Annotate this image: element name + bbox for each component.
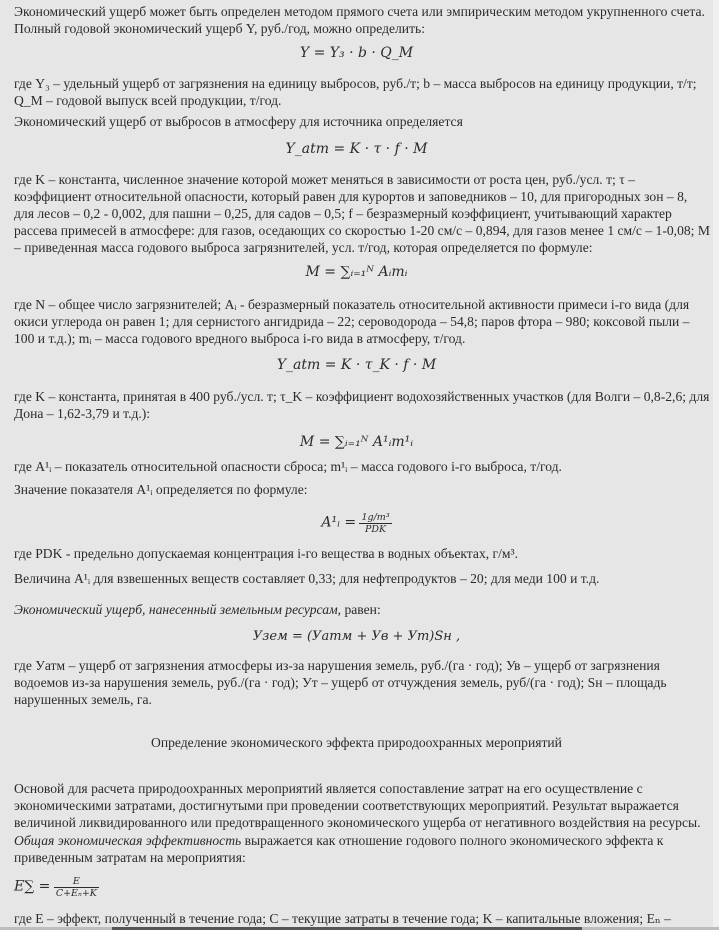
formula-efficiency-lhs: E∑ = bbox=[14, 878, 51, 895]
paragraph-land-damage: Экономический ущерб, нанесенный земельным ресурсам, равен: bbox=[14, 602, 381, 617]
formula-efficiency-numerator: E bbox=[54, 876, 99, 888]
paragraph-pdk: где PDK - предельно допускаемая концентрация i-го вещества в водных объектах, г/м³. bbox=[14, 546, 518, 561]
paragraph-where-e: где E – эффект, полученный в течение года; C – текущие затраты в течение года; K – капитальные вложения; Eₙ – bbox=[14, 911, 671, 926]
paragraph-where-a1i: где A¹ᵢ – показатель относительной опасности сброса; m¹ᵢ – масса годового i-го выброса, т/год. bbox=[14, 459, 562, 474]
formula-total-damage: Y = Y₃ · b · Q_M bbox=[299, 45, 414, 61]
formula-efficiency-fraction bbox=[54, 876, 99, 899]
paragraph-where-k: где K – константа, численное значение которой может меняться в зависимости от роста цен, руб./усл. т; τ – коэффициент относительной опасности, который равен для курортов и заповедников – 10, для пригородных зон – 8, для лесов – 0,2 - 0,002, для пашни – 0,25, для садов – 0,5; f – безразмерный коэффициент, учитывающий характер рассева примесей в атмосфере: для газов, оседающих со скоростью 1-20 см/с – 0,894, для газов менее 1 см/с – 1-0,08; M – приведенная масса годового выброса загрязнителей, усл. т/год, которая определяется по формуле: bbox=[14, 172, 710, 255]
paragraph-intro: Экономический ущерб может быть определен методом прямого счета или эмпирическим методом укрупненного счета. bbox=[14, 4, 705, 19]
formula-efficiency bbox=[14, 876, 99, 899]
land-damage-term: Экономический ущерб, нанесенный земельным ресурсам, bbox=[14, 602, 342, 617]
vertical-scrollbar[interactable] bbox=[713, 0, 719, 930]
paragraph-basis: Основой для расчета природоохранных мероприятий является сопоставление затрат на его осуществление с экономическими затратами, достигнутыми при проведении соответствующих мероприятий. Результат выражается величиной ликвидированного или предотвращенного экономического ущерба от негативного воздействия на ресурсы. bbox=[14, 781, 701, 830]
paragraph-atmosphere: Экономический ущерб от выбросов в атмосферу для источника определяется bbox=[14, 114, 463, 129]
paragraph-a1i-magnitude: Величина A¹ᵢ для взвешенных веществ составляет 0,33; для нефтепродуктов – 20; для меди 100 и т.д. bbox=[14, 571, 600, 586]
paragraph-general-efficiency: Общая экономическая эффективность выражается как отношение годового полного экономического эффекта к приведенным затратам на мероприятия: bbox=[14, 833, 664, 865]
formula-land-damage: Узем = (Уатм + Ув + Ут)Sн , bbox=[252, 629, 461, 644]
formula-a1i-numerator: 1g/m³ bbox=[361, 512, 390, 523]
formula-atm-damage: Y_atm = K · τ · f · M bbox=[285, 141, 428, 157]
section-heading: Определение экономического эффекта природоохранных мероприятий bbox=[151, 735, 562, 750]
formula-water-damage: Y_atm = K · τ_K · f · M bbox=[276, 357, 437, 373]
formula-a1i bbox=[0, 512, 713, 535]
paragraph-where-qm: Q_M – годовой выпуск всей продукции, т/год. bbox=[14, 93, 282, 108]
formula-efficiency-denominator: C+Eₙ+K bbox=[55, 888, 97, 899]
formula-a1i-lhs: A¹ᵢ = bbox=[321, 514, 357, 531]
formula-reduced-mass: M = ∑ᵢ₌₁ᴺ Aᵢmᵢ bbox=[305, 264, 408, 280]
formula-mass-water: M = ∑ᵢ₌₁ᴺ A¹ᵢm¹ᵢ bbox=[299, 434, 414, 450]
general-efficiency-term: Общая экономическая эффективность bbox=[14, 833, 242, 848]
formula-a1i-denominator: PDK bbox=[365, 524, 387, 535]
paragraph-where-uatm: где Уатм – ущерб от загрязнения атмосферы из-за нарушения земель, руб./(га · год); Ув – ущерб от загрязнения водоемов из-за нарушения земель, руб./(га · год); Ут – ущерб от отчуждения земель, руб/(га · год); Sн – площадь нарушенных земель, га. bbox=[14, 658, 667, 707]
paragraph-full-damage: Полный годовой экономический ущерб Y, руб./год, можно определить: bbox=[14, 21, 426, 36]
formula-a1i-fraction bbox=[359, 512, 391, 535]
paragraph-where-n: где N – общее число загрязнителей; Aᵢ - безразмерный показатель относительной активности примеси i-го вида (для окиси углерода он равен 1; для сернистого ангидрида – 22; сероводорода – 54,8; паров фтора – 980; коксовой пыли – 100 и т.д.); mᵢ – масса годового вредного выброса i-го вида в атмосферу, т/год. bbox=[14, 297, 690, 346]
paragraph-where-k-400: где K – константа, принятая в 400 руб./усл. т; τ_K – коэффициент водохозяйственных участков (для Волги – 0,8-2,6; для Дона – 1,62-3,79 и т.д.): bbox=[14, 389, 710, 421]
paragraph-where-y3: где Y₃ – удельный ущерб от загрязнения на единицу выбросов, руб./т; b – масса выбросов на единицу продукции, т/т; bbox=[14, 76, 697, 91]
paragraph-a1i-value: Значение показателя A¹ᵢ определяется по формуле: bbox=[14, 482, 308, 497]
